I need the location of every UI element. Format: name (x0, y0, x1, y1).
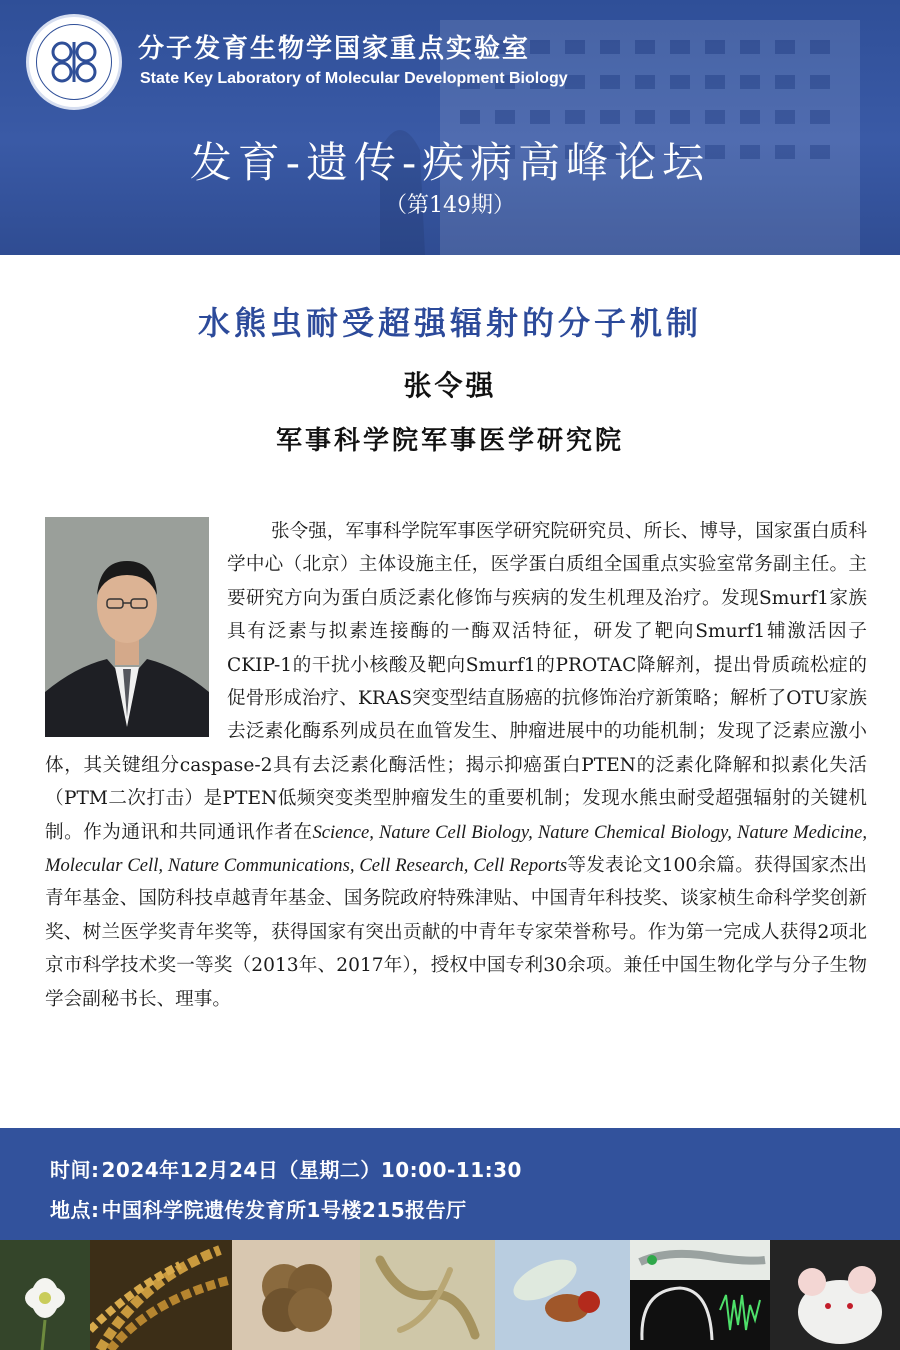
event-time (50, 1154, 522, 1183)
bio-text-part2: 等发表论文100余篇。获得国家杰出青年基金、国防科技卓越青年基金、国务院政府特殊津贴、中国青年科技奖、谈家桢生命科学奖创新奖、树兰医学奖青年奖等，获得国家有突出贡献的中青年专家荣誉称号。作为第一完成人获得2项北京市科学技术奖一等奖（2013年、2017年），授权中国专利30余项。兼任中国生物化学与分子生物学会副秘书长、理事。 (45, 855, 867, 1010)
header-banner (0, 0, 900, 255)
nematode-worm-image (360, 1240, 495, 1350)
embryo-cells-image (232, 1240, 360, 1350)
zebrafish-brain-image (630, 1240, 770, 1350)
forum-title: 发育-遗传-疾病高峰论坛 (189, 138, 711, 187)
event-time-label: 时间: (50, 1158, 100, 1182)
model-organism-strip (0, 1240, 900, 1350)
event-place-label: 地点: (50, 1198, 100, 1222)
event-time-value: 2024年12月24日（星期二）10:00-11:30 (101, 1158, 522, 1182)
event-info-bar (0, 1128, 900, 1240)
event-place (50, 1194, 467, 1223)
rice-grain-image (90, 1240, 232, 1350)
lab-name-cn: 分子发育生物学国家重点实验室 (138, 34, 531, 64)
speaker-name: 张令强 (403, 369, 497, 402)
arabidopsis-flower-image (0, 1240, 90, 1350)
forum-issue-number: （第149期） (385, 193, 515, 218)
talk-title: 水熊虫耐受超强辐射的分子机制 (197, 304, 702, 342)
lab-logo (26, 14, 122, 110)
speaker-biography (45, 515, 867, 1016)
speaker-affiliation: 军事科学院军事医学研究院 (275, 426, 624, 456)
fruit-fly-image (495, 1240, 630, 1350)
bio-text-part1: 张令强，军事科学院军事医学研究院研究员、所长、博导，国家蛋白质科学中心（北京）主体设施主任，医学蛋白质组全国重点实验室常务副主任。主要研究方向为蛋白质泛素化修饰与疾病的发生机理及治疗。发现Smurf1家族具有泛素与拟素连接酶的一酶双活特征，研发了靶向Smurf1辅激活因子CKIP-1的干扰小核酸及靶向Smurf1的PROTAC降解剂，提出骨质疏松症的促骨形成治疗、KRAS突变型结直肠癌的抗修饰治疗新策略；解析了OTU家族去泛素化酶系列成员在血管发生、肿瘤进展中的功能机制；发现了泛素应激小体，其关键组分caspase-2具有去泛素化酶活性；揭示抑癌蛋白PTEN的泛素化降解和拟素化失活（PTM二次打击）是PTEN低频突变类型肿瘤发生的重要机制；发现水熊虫耐受超强辐射的关键机制。作为通讯和共同通讯作者在 (45, 521, 867, 843)
mouse-image (770, 1240, 900, 1350)
event-place-value: 中国科学院遗传发育所1号楼215报告厅 (101, 1198, 467, 1222)
bio-journals: Science, Nature Cell Biology, Nature Chemical Biology, Nature Medicine, Molecular Cell, Nature Communications, Cell Research, Cell Reports (45, 821, 867, 877)
lab-name-en: State Key Laboratory of Molecular Development Biology (140, 70, 568, 87)
